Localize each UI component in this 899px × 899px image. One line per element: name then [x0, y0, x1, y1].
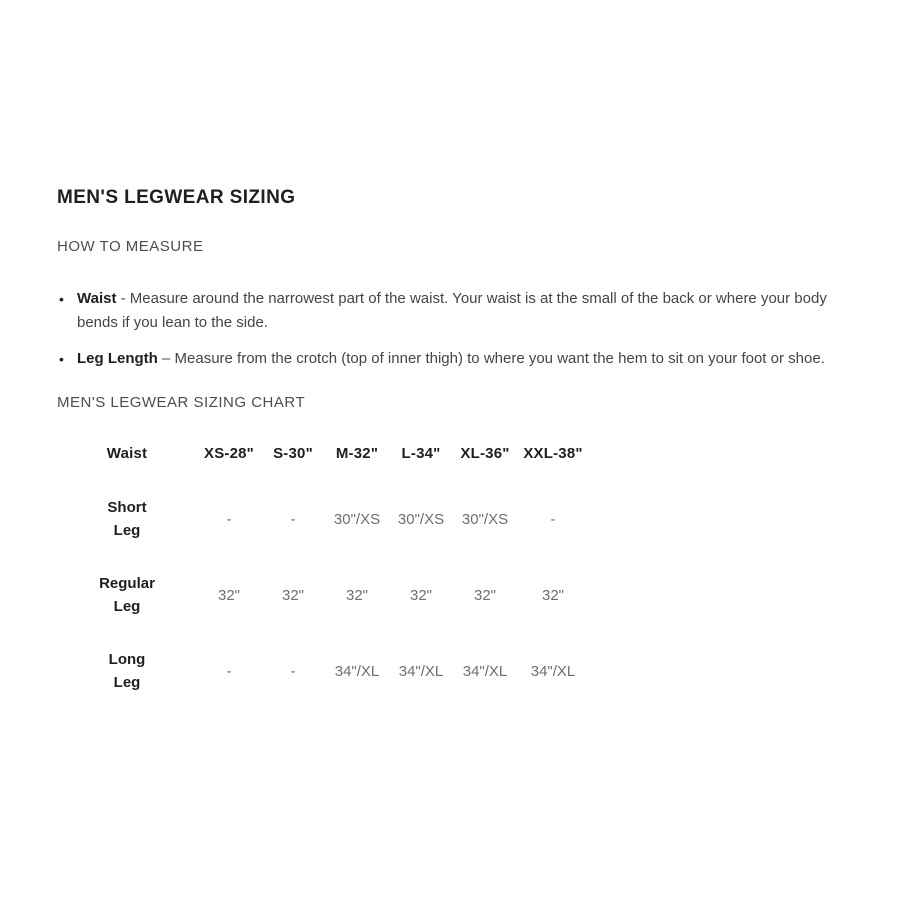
measure-list — [57, 287, 849, 371]
cell-regular-m: 32" — [345, 586, 368, 604]
col-header-xxl: XXL-38" — [523, 445, 583, 462]
cell-long-xl: 34"/XL — [462, 662, 508, 680]
cell-short-xl: 30"/XS — [461, 510, 509, 528]
measure-item-leg-length — [57, 347, 849, 371]
bullet-icon: • — [59, 291, 64, 307]
measure-term-leg-length: Leg Length — [77, 350, 158, 367]
measure-item-waist — [57, 287, 849, 335]
table-header-row — [57, 443, 589, 481]
page-title: MEN'S LEGWEAR SIZING — [57, 187, 296, 208]
col-header-l: L-34" — [401, 445, 441, 462]
cell-long-xxl: 34"/XL — [530, 662, 576, 680]
cell-long-s: - — [290, 662, 296, 680]
cell-regular-xxl: 32" — [541, 586, 564, 604]
col-header-s: S-30" — [273, 445, 313, 462]
sizing-chart-table — [57, 443, 589, 709]
row-label: Short Leg — [107, 499, 147, 539]
table-row-short-leg — [57, 481, 589, 557]
cell-long-l: 34"/XL — [398, 662, 444, 680]
cell-regular-xs: 32" — [217, 586, 240, 604]
cell-regular-l: 32" — [409, 586, 432, 604]
cell-long-m: 34"/XL — [334, 662, 380, 680]
row-label: Long Leg — [108, 651, 146, 691]
cell-short-xs: - — [226, 510, 232, 528]
table-row-long-leg — [57, 633, 589, 709]
how-to-measure-heading: HOW TO MEASURE — [57, 238, 204, 255]
measure-desc-leg-length: – Measure from the crotch (top of inner thigh) to where you want the hem to sit on your foot or shoe. — [162, 350, 825, 367]
table-row-regular-leg — [57, 557, 589, 633]
sizing-chart-heading: MEN'S LEGWEAR SIZING CHART — [57, 394, 306, 411]
cell-short-xxl: - — [550, 510, 556, 528]
row-label: Regular Leg — [99, 575, 155, 615]
col-header-xs: XS-28" — [203, 445, 254, 462]
measure-desc-waist: - Measure around the narrowest part of the waist. Your waist is at the small of the back or where your body bends if you lean to the side. — [77, 290, 827, 331]
cell-short-l: 30"/XS — [397, 510, 445, 528]
col-header-xl: XL-36" — [460, 445, 510, 462]
bullet-icon: • — [59, 351, 64, 367]
cell-regular-s: 32" — [281, 586, 304, 604]
cell-regular-xl: 32" — [473, 586, 496, 604]
col-header-m: M-32" — [335, 445, 379, 462]
col-header-waist: Waist — [106, 445, 148, 462]
cell-long-xs: - — [226, 662, 232, 680]
cell-short-s: - — [290, 510, 296, 528]
measure-term-waist: Waist — [77, 290, 117, 307]
cell-short-m: 30"/XS — [333, 510, 381, 528]
